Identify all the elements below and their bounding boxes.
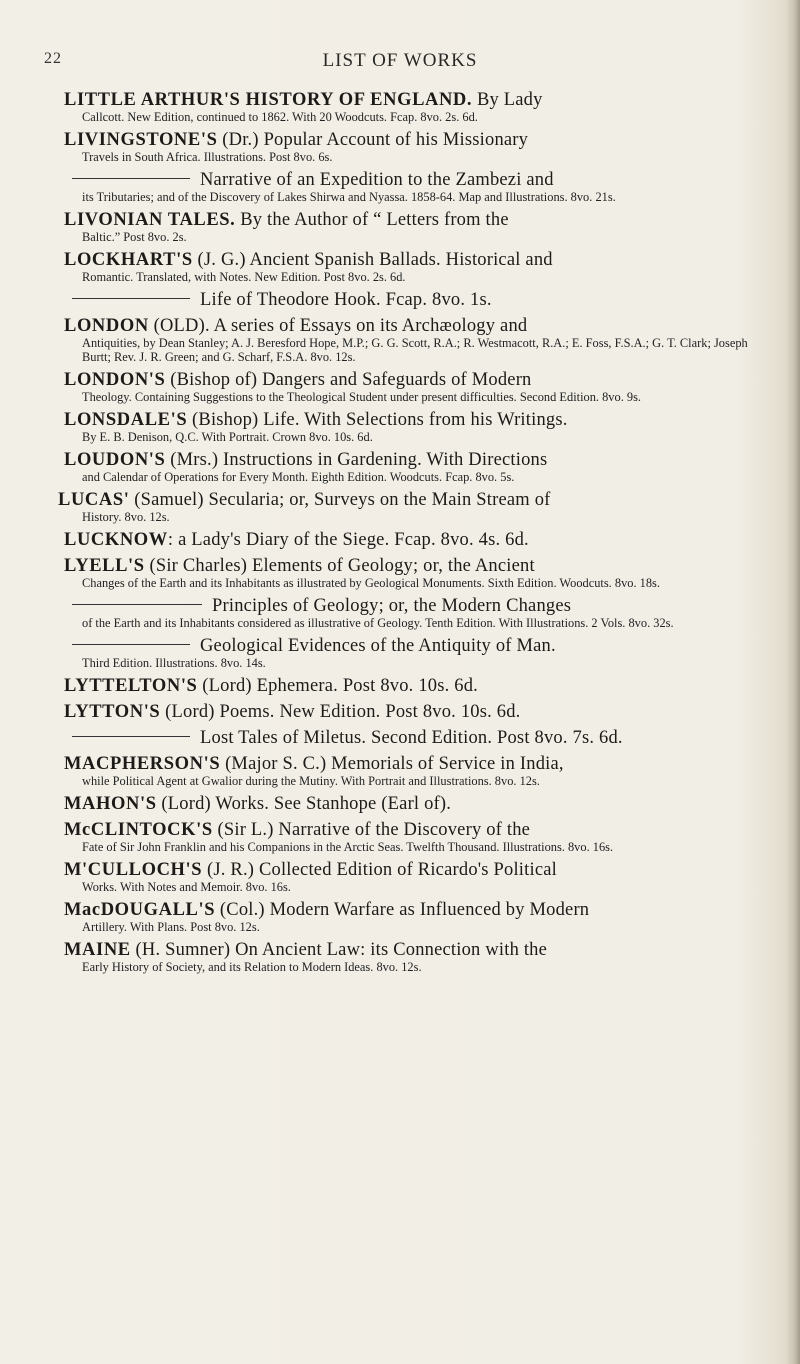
entry-heading <box>64 530 764 550</box>
catalogue-entry <box>64 450 764 484</box>
entry-details: Fate of Sir John Franklin and his Companions in the Arctic Seas. Twelfth Thousand. Illustrations. 8vo. 16s. <box>82 840 614 854</box>
entry-heading <box>64 316 764 336</box>
entry-title: Geological Evidences of the Antiquity of Man. <box>200 636 556 656</box>
catalogue-list <box>58 90 764 974</box>
entry-title: (Sir Charles) Elements of Geology; or, the Ancient <box>144 556 535 576</box>
entry-title: (Lord) Ephemera. Post 8vo. 10s. 6d. <box>197 676 478 696</box>
ditto-rule <box>72 178 190 179</box>
entry-details: Romantic. Translated, with Notes. New Edition. Post 8vo. 2s. 6d. <box>82 270 406 284</box>
entry-details: while Political Agent at Gwalior during the Mutiny. With Portrait and Illustrations. 8vo. 12s. <box>82 774 540 788</box>
ditto-rule <box>72 644 190 645</box>
entry-title: (J. G.) Ancient Spanish Ballads. Historical and <box>192 250 553 270</box>
catalogue-entry <box>58 490 764 524</box>
entry-author: LOUDON'S <box>64 450 166 470</box>
entry-details: of the Earth and its Inhabitants considered as illustrative of Geology. Tenth Edition. With Illustrations. 2 Vols. 8vo. 32s. <box>82 616 674 630</box>
page-edge <box>786 0 800 1364</box>
entry-title: Narrative of an Expedition to the Zambezi and <box>200 170 554 190</box>
entry-title: (Samuel) Secularia; or, Surveys on the Main Stream of <box>129 490 551 510</box>
page-number: 22 <box>44 50 62 67</box>
catalogue-entry <box>64 900 764 934</box>
entry-author: LOCKHART'S <box>64 250 193 270</box>
entry-details: Baltic.” Post 8vo. 2s. <box>82 230 187 244</box>
entry-heading <box>64 556 764 576</box>
entry-heading <box>64 794 764 814</box>
entry-title: (Bishop) Life. With Selections from his Writings. <box>187 410 568 430</box>
running-title: LIST OF WORKS <box>322 50 478 71</box>
entry-title: (Bishop of) Dangers and Safeguards of Modern <box>165 370 532 390</box>
entry-heading <box>58 490 764 510</box>
entry-title: (Lord) Works. See Stanhope (Earl of). <box>156 794 452 814</box>
entry-heading <box>64 250 764 270</box>
entry-heading <box>64 754 764 774</box>
catalogue-entry <box>64 410 764 444</box>
entry-author: LONSDALE'S <box>64 410 188 430</box>
entry-title: (Major S. C.) Memorials of Service in India, <box>220 754 564 774</box>
entry-heading <box>64 450 764 470</box>
entry-title: Lost Tales of Miletus. Second Edition. Post 8vo. 7s. 6d. <box>200 728 623 748</box>
entry-author: LUCKNOW <box>64 530 168 550</box>
entry-details: Changes of the Earth and its Inhabitants as illustrated by Geological Monuments. Sixth Edition. Woodcuts. 8vo. 18s. <box>82 576 660 590</box>
entry-heading <box>64 860 764 880</box>
entry-author: M'CULLOCH'S <box>64 860 203 880</box>
entry-details: Early History of Society, and its Relation to Modern Ideas. 8vo. 12s. <box>82 960 422 974</box>
catalogue-entry <box>64 170 764 204</box>
catalogue-entry <box>64 794 764 814</box>
entry-author: MAHON'S <box>64 794 157 814</box>
entry-author: MAINE <box>64 940 131 960</box>
entry-heading <box>64 210 764 230</box>
catalogue-entry <box>64 316 764 364</box>
entry-title: (Sir L.) Narrative of the Discovery of the <box>212 820 531 840</box>
entry-author: LYTTELTON'S <box>64 676 198 696</box>
entry-details: Antiquities, by Dean Stanley; A. J. Beresford Hope, M.P.; G. G. Scott, R.A.; R. Westmacott, R.A.; E. Foss, F.S.A.; G. T. Clark; Joseph Burtt; Rev. J. R. Green; and G. Scharf, F.S.A. 8vo. 12s. <box>82 336 748 364</box>
entry-heading <box>64 130 764 150</box>
entry-details: Theology. Containing Suggestions to the Theological Student under present difficulties. Second Edition. 8vo. 9s. <box>82 390 641 404</box>
catalogue-entry <box>64 940 764 974</box>
entry-title: (Lord) Poems. New Edition. Post 8vo. 10s. 6d. <box>160 702 521 722</box>
entry-title: (H. Sumner) On Ancient Law: its Connection with the <box>130 940 548 960</box>
catalogue-entry <box>64 556 764 590</box>
entry-title: (Col.) Modern Warfare as Influenced by Modern <box>215 900 590 920</box>
entry-author: LYELL'S <box>64 556 145 576</box>
ditto-rule <box>72 298 190 299</box>
entry-heading <box>64 728 764 748</box>
entry-heading <box>64 90 764 110</box>
entry-heading <box>64 820 764 840</box>
catalogue-entry <box>64 90 764 124</box>
catalogue-entry <box>64 820 764 854</box>
catalogue-entry <box>64 636 764 670</box>
entry-title: : a Lady's Diary of the Siege. Fcap. 8vo. 4s. 6d. <box>167 530 529 550</box>
entry-author: LONDON <box>64 316 149 336</box>
entry-heading <box>64 702 764 722</box>
catalogue-entry <box>64 728 764 748</box>
entry-title: Life of Theodore Hook. Fcap. 8vo. 1s. <box>200 290 492 310</box>
entry-author: LYTTON'S <box>64 702 161 722</box>
entry-details: Works. With Notes and Memoir. 8vo. 16s. <box>82 880 291 894</box>
entry-title: (OLD). A series of Essays on its Archæology and <box>148 316 528 336</box>
entry-title: (J. R.) Collected Edition of Ricardo's Political <box>202 860 557 880</box>
entry-author: LIVINGSTONE'S <box>64 130 218 150</box>
entry-heading <box>64 170 764 190</box>
catalogue-entry <box>64 702 764 722</box>
entry-details: its Tributaries; and of the Discovery of Lakes Shirwa and Nyassa. 1858-64. Map and Illustrations. 8vo. 21s. <box>82 190 616 204</box>
entry-details: Third Edition. Illustrations. 8vo. 14s. <box>82 656 266 670</box>
entry-heading <box>64 290 764 310</box>
entry-author: MACPHERSON'S <box>64 754 221 774</box>
catalogue-entry <box>64 210 764 244</box>
entry-heading <box>64 636 764 656</box>
page-header <box>0 40 800 80</box>
catalogue-entry <box>64 290 764 310</box>
entry-heading <box>64 596 764 616</box>
entry-details: History. 8vo. 12s. <box>82 510 170 524</box>
entry-heading <box>64 370 764 390</box>
entry-author: LITTLE ARTHUR'S HISTORY OF ENGLAND. <box>64 90 473 110</box>
catalogue-entry <box>64 250 764 284</box>
catalogue-entry <box>64 860 764 894</box>
entry-details: Callcott. New Edition, continued to 1862. With 20 Woodcuts. Fcap. 8vo. 2s. 6d. <box>82 110 478 124</box>
entry-title: Principles of Geology; or, the Modern Changes <box>212 596 572 616</box>
entry-title: (Dr.) Popular Account of his Missionary <box>217 130 529 150</box>
entry-author: MacDOUGALL'S <box>64 900 216 920</box>
entry-heading <box>64 940 764 960</box>
catalogue-entry <box>64 754 764 788</box>
entry-title: (Mrs.) Instructions in Gardening. With Directions <box>165 450 548 470</box>
entry-heading <box>64 410 764 430</box>
entry-details: Artillery. With Plans. Post 8vo. 12s. <box>82 920 260 934</box>
ditto-rule <box>72 604 202 605</box>
entry-author: LONDON'S <box>64 370 166 390</box>
entry-details: and Calendar of Operations for Every Month. Eighth Edition. Woodcuts. Fcap. 8vo. 5s. <box>82 470 515 484</box>
entry-details: Travels in South Africa. Illustrations. Post 8vo. 6s. <box>82 150 333 164</box>
catalogue-entry <box>64 130 764 164</box>
catalogue-entry <box>64 596 764 630</box>
entry-title: By the Author of “ Letters from the <box>235 210 509 230</box>
catalogue-entry <box>64 530 764 550</box>
entry-title: By Lady <box>472 90 543 110</box>
entry-author: LUCAS' <box>58 490 130 510</box>
entry-details: By E. B. Denison, Q.C. With Portrait. Crown 8vo. 10s. 6d. <box>82 430 373 444</box>
entry-author: McCLINTOCK'S <box>64 820 213 840</box>
entry-author: LIVONIAN TALES. <box>64 210 236 230</box>
entry-heading <box>64 900 764 920</box>
catalogue-entry <box>64 370 764 404</box>
entry-heading <box>64 676 764 696</box>
ditto-rule <box>72 736 190 737</box>
catalogue-entry <box>64 676 764 696</box>
